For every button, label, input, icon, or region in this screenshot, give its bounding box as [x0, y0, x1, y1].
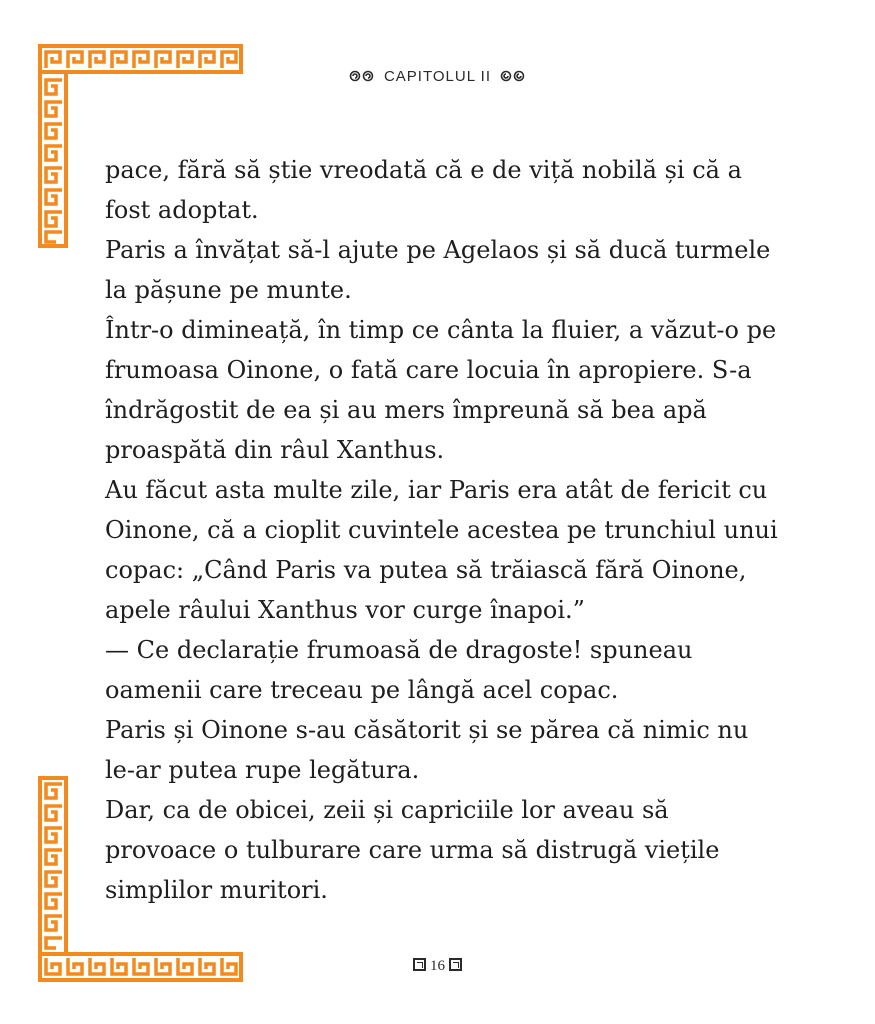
paragraph-5: — Ce declarație frumoasă de dragoste! spuneau oamenii care treceau pe lângă acel copac.	[105, 636, 693, 704]
paragraph-4: Au făcut asta multe zile, iar Paris era atât de fericit cu Oinone, că a cioplit cuvintele acestea pe trunchiul unui copac: „Când Paris va putea să trăiască fără Oinone, apele râului Xanthus vor curge înapoi.”	[105, 476, 778, 624]
greek-key-border-left-bottom	[38, 776, 68, 954]
paragraph-2: Paris a învățat să-l ajute pe Agelaos și să ducă turmele la pășune pe munte.	[105, 236, 771, 304]
spiral-ornament-left-icon	[349, 70, 375, 82]
paragraph-6: Paris și Oinone s-au căsătorit și se părea că nimic nu le-ar putea rupe legătura.	[105, 716, 749, 784]
key-ornament-right-icon	[449, 958, 462, 971]
chapter-header	[0, 68, 875, 85]
chapter-label: CAPITOLUL II	[383, 68, 492, 85]
paragraph-3: Într-o dimineață, în timp ce cânta la fluier, a văzut-o pe frumoasa Oinone, o fată care locuia în apropiere. S-a îndrăgostit de ea și au mers împreună să bea apă proaspătă din râul Xanthus.	[105, 316, 777, 464]
greek-key-border-left-top	[38, 72, 68, 248]
page-body-text	[105, 150, 785, 910]
paragraph-1: pace, fără să știe vreodată că e de viță nobilă și că a fost adoptat.	[105, 156, 742, 224]
page-number: 16	[430, 958, 445, 974]
page-footer	[0, 958, 875, 975]
spiral-ornament-right-icon	[500, 70, 526, 82]
key-ornament-left-icon	[413, 958, 426, 971]
paragraph-7: Dar, ca de obicei, zeii și capriciile lor aveau să provoace o tulburare care urma să distrugă viețile simplilor muritori.	[105, 796, 720, 904]
